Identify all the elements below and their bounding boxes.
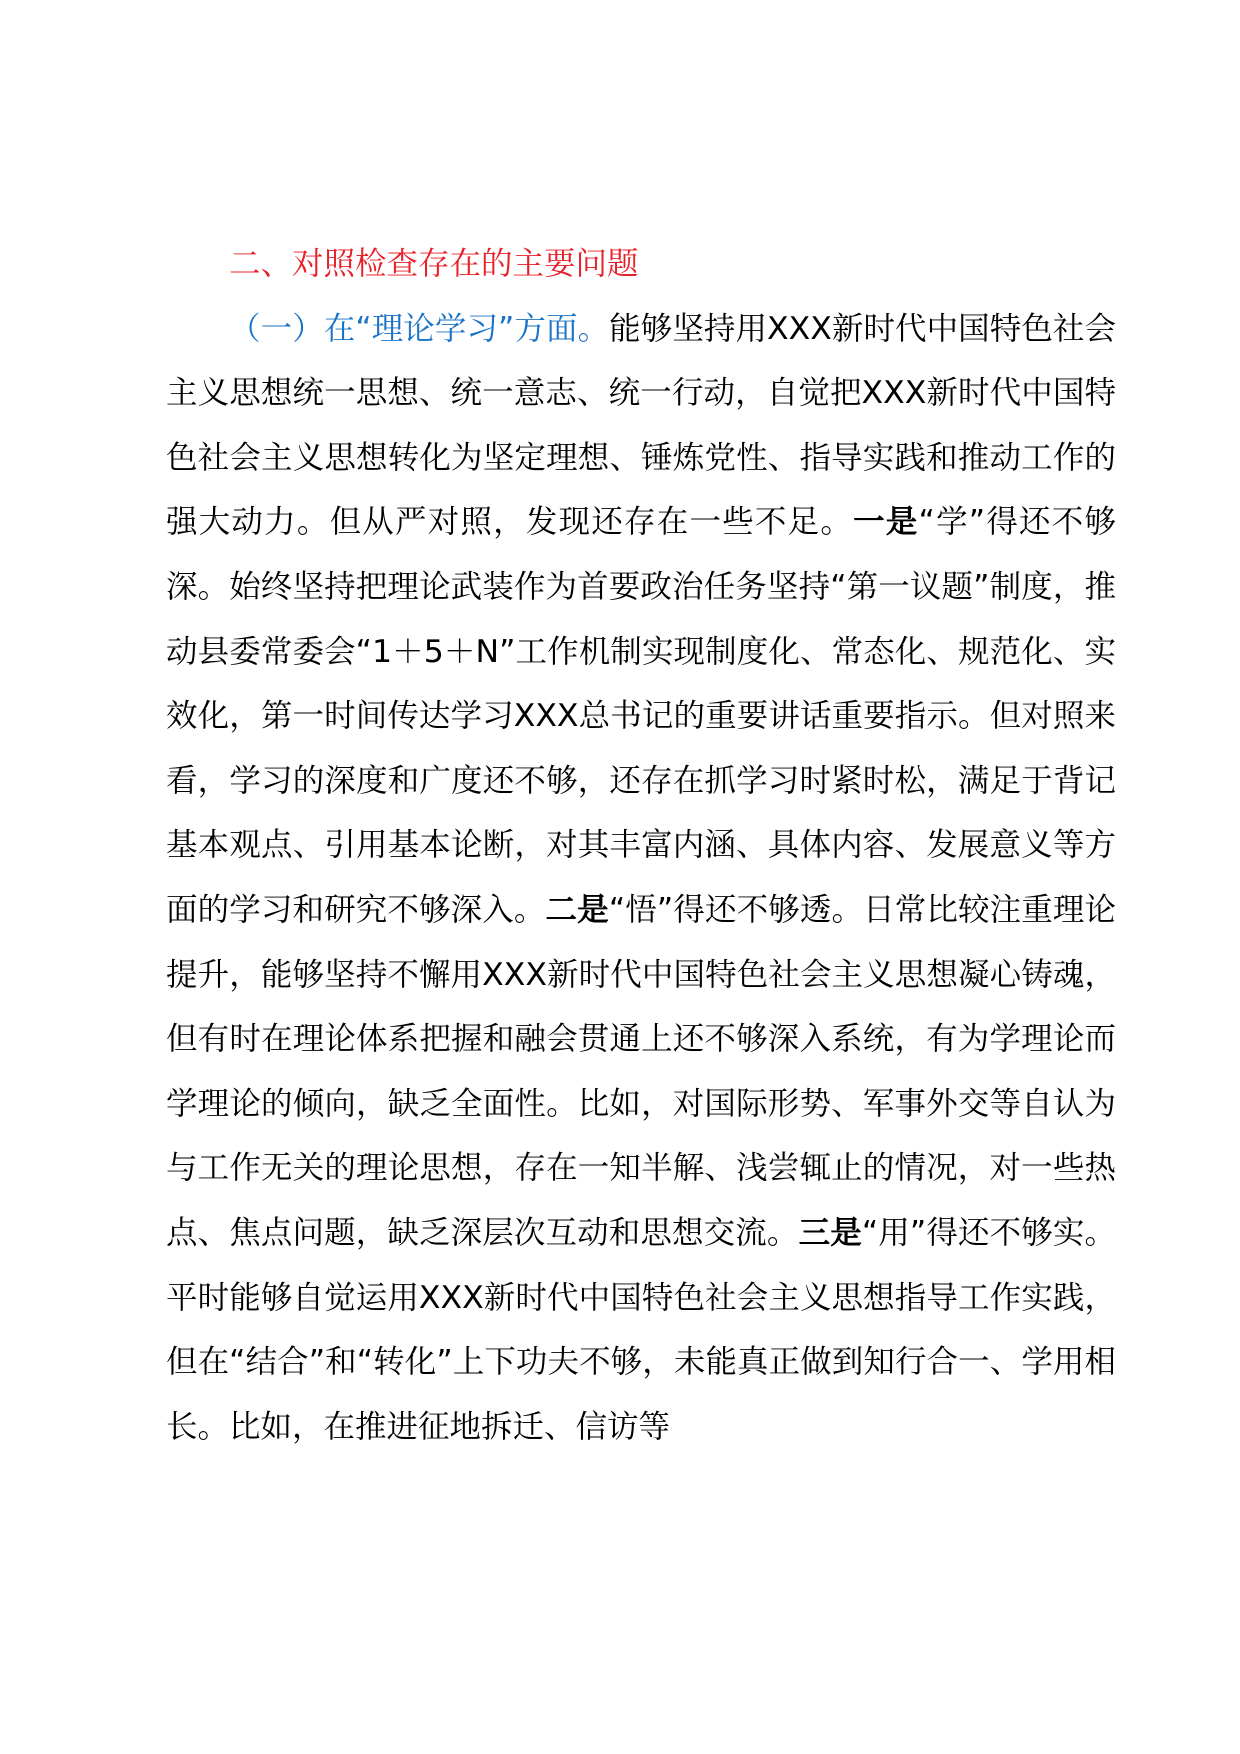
document-page xyxy=(166,232,1116,1459)
point-1-text: “学”得还不够深。始终坚持把理论武装作为首要政治任务坚持“第一议题”制度，推动县委常委会“1＋5＋N”工作机制实现制度化、常态化、规范化、实效化，第一时间传达学习XXX总书记的重要讲话重要指示。但对照来看，学习的深度和广度还不够，还存在抓学习时紧时松，满足于背记基本观点、引用基本论断，对其丰富内涵、具体内容、发展意义等方面的学习和研究不够深入。 xyxy=(166,504,1116,928)
point-3-label: 三是 xyxy=(798,1214,862,1251)
intro-text: 能够坚持用XXX新时代中国特色社会主义思想统一思想、统一意志、统一行动，自觉把XXX新时代中国特色社会主义思想转化为坚定理想、锤炼党性、指导实践和推动工作的强大动力。但从严对照，发现还存在一些不足。 xyxy=(166,310,1116,541)
subheading: （一）在“理论学习”方面。 xyxy=(229,310,610,347)
section-heading: 二、对照检查存在的主要问题 xyxy=(229,246,639,282)
body-paragraph xyxy=(166,297,1116,1460)
point-2-text: “悟”得还不够透。日常比较注重理论提升，能够坚持不懈用XXX新时代中国特色社会主义思想凝心铸魂，但有时在理论体系把握和融会贯通上还不够深入系统，有为学理论而学理论的倾向，缺乏全面性。比如，对国际形势、军事外交等自认为与工作无关的理论思想，存在一知半解、浅尝辄止的情况，对一些热点、焦点问题，缺乏深层次互动和思想交流。 xyxy=(166,891,1116,1251)
point-1-label: 一是 xyxy=(853,504,919,541)
point-3-text: “用”得还不够实。平时能够自觉运用XXX新时代中国特色社会主义思想指导工作实践，但在“结合”和“转化”上下功夫不够，未能真正做到知行合一、学用相长。比如，在推进征地拆迁、信访等 xyxy=(166,1214,1116,1445)
point-2-label: 二是 xyxy=(545,891,609,928)
